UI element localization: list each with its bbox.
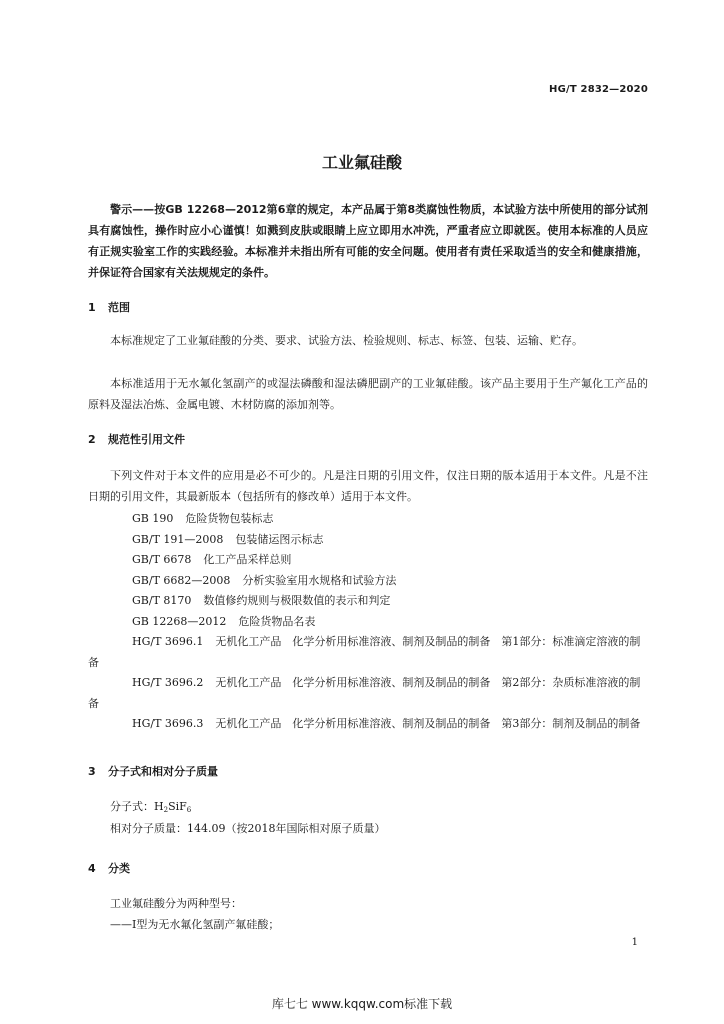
section-2-heading bbox=[88, 432, 185, 448]
section-title: 分类 bbox=[108, 862, 130, 875]
reference-code: GB/T 8170 bbox=[132, 594, 192, 607]
reference-code: HG/T 3696.1 bbox=[132, 635, 204, 648]
section-title: 分子式和相对分子质量 bbox=[108, 765, 218, 778]
reference-item bbox=[88, 591, 648, 612]
molecular-formula bbox=[110, 797, 191, 820]
footer-watermark: 库七七 www.kqqw.com标准下载 bbox=[271, 997, 453, 1011]
section-number: 1 bbox=[88, 301, 96, 314]
document-title: 工业氟硅酸 bbox=[321, 153, 402, 172]
classification-intro: 工业氟硅酸分为两种型号： bbox=[110, 897, 242, 910]
section-number: 2 bbox=[88, 433, 96, 446]
reference-title: 危险货物品名表 bbox=[238, 614, 316, 628]
formula-subscript-2: 2 bbox=[163, 806, 169, 814]
formula-subscript-6: 6 bbox=[186, 806, 192, 814]
reference-code: GB/T 6678 bbox=[132, 553, 192, 566]
reference-title: 无机化工产品 化学分析用标准溶液、制剂及制品的制备 第2部分：杂质标准溶液的制备 bbox=[88, 676, 641, 710]
references-intro: 下列文件对于本文件的应用是必不可少的。凡是注日期的引用文件，仅注日期的版本适用于本文件。凡是不注日期的引用文件，其最新版本（包括所有的修改单）适用于本文件。 bbox=[88, 469, 648, 503]
reference-item bbox=[88, 632, 648, 673]
reference-title: 无机化工产品 化学分析用标准溶液、制剂及制品的制备 第1部分：标准滴定溶液的制备 bbox=[88, 635, 641, 669]
section-title: 规范性引用文件 bbox=[108, 433, 185, 446]
page-number: 1 bbox=[631, 937, 638, 948]
scope-paragraph-2: 本标准适用于无水氟化氢副产的或湿法磷酸和湿法磷肥副产的工业氟硅酸。该产品主要用于生产氟化工产品的原料及湿法冶炼、金属电镀、木材防腐的添加剂等。 bbox=[88, 377, 648, 411]
reference-code: GB 190 bbox=[132, 512, 174, 525]
reference-code: GB/T 6682—2008 bbox=[132, 573, 231, 587]
section-title: 范围 bbox=[108, 301, 130, 314]
standard-code: HG/T 2832—2020 bbox=[549, 84, 648, 95]
reference-title: 分析实验室用水规格和试验方法 bbox=[242, 573, 397, 587]
formula-label: 分子式： bbox=[110, 800, 154, 813]
reference-title: 包装储运图示标志 bbox=[235, 532, 324, 546]
section-3-heading bbox=[88, 764, 218, 780]
reference-code: HG/T 3696.2 bbox=[132, 676, 204, 689]
scope-paragraph-1: 本标准规定了工业氟硅酸的分类、要求、试验方法、检验规则、标志、标签、包装、运输、贮存。 bbox=[110, 334, 583, 347]
reference-item bbox=[88, 673, 648, 714]
reference-item bbox=[88, 612, 648, 633]
section-number: 4 bbox=[88, 862, 96, 875]
reference-list bbox=[88, 509, 648, 735]
reference-title: 危险货物包装标志 bbox=[185, 512, 274, 525]
classification-type-1: ——Ⅰ型为无水氟化氢副产氟硅酸； bbox=[110, 918, 280, 931]
reference-item bbox=[88, 550, 648, 571]
reference-code: HG/T 3696.3 bbox=[132, 717, 204, 730]
reference-title: 化工产品采样总则 bbox=[203, 553, 292, 566]
formula-h: H bbox=[154, 800, 164, 813]
section-1-heading bbox=[88, 300, 130, 316]
reference-code: GB 12268—2012 bbox=[132, 614, 227, 628]
formula-sif: SiF bbox=[168, 800, 187, 813]
warning-paragraph: 警示——按GB 12268—2012第6章的规定，本产品属于第8类腐蚀性物质，本试验方法中所使用的部分试剂具有腐蚀性，操作时应小心谨慎！如溅到皮肤或眼睛上应立即用水冲洗，严重者应立即就医。使用本标准的人员应有正规实验室工作的实践经验。本标准并未指出所有可能的安全问题。使用者有责任采取适当的安全和健康措施，并保证符合国家有关法规规定的条件。 bbox=[88, 203, 648, 279]
reference-item bbox=[88, 509, 648, 530]
reference-title: 数值修约规则与极限数值的表示和判定 bbox=[203, 594, 391, 607]
reference-code: GB/T 191—2008 bbox=[132, 532, 224, 546]
section-4-heading bbox=[88, 861, 130, 877]
section-number: 3 bbox=[88, 765, 96, 778]
reference-item bbox=[88, 530, 648, 551]
reference-title: 无机化工产品 化学分析用标准溶液、制剂及制品的制备 第3部分：制剂及制品的制备 bbox=[215, 717, 641, 730]
reference-item bbox=[88, 571, 648, 592]
molecular-mass: 相对分子质量：144.09（按2018年国际相对原子质量） bbox=[110, 822, 386, 835]
reference-item bbox=[88, 714, 648, 735]
